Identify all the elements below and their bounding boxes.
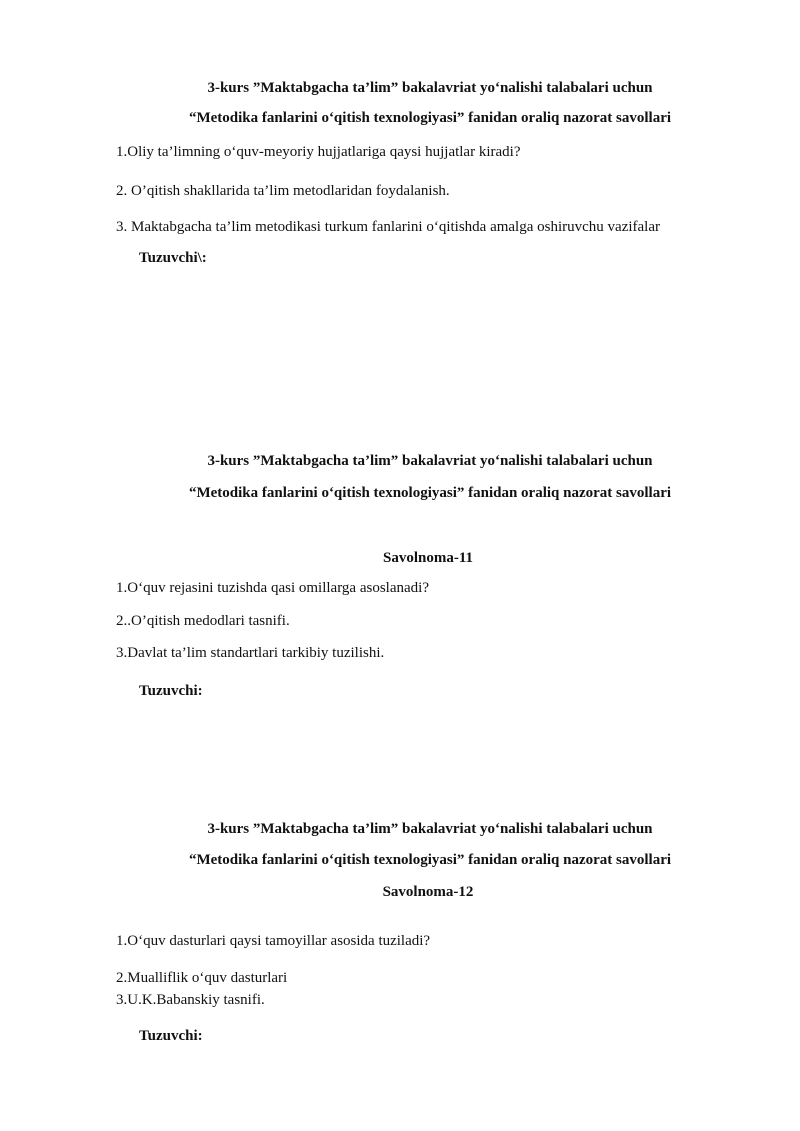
- block1-heading-line1: 3-kurs ”Maktabgacha ta’lim” bakalavriat yo‘nalishi talabalari uchun: [207, 80, 653, 96]
- block1-question-3: 3. Maktabgacha ta’lim metodikasi turkum fanlarini o‘qitishda amalga oshiruvchu vazifalar: [116, 219, 660, 235]
- block3-question-3: 3.U.K.Babanskiy tasnifi.: [116, 992, 265, 1008]
- block2-question-3: 3.Davlat ta’lim standartlari tarkibiy tuzilishi.: [116, 645, 385, 661]
- block1-question-1: 1.Oliy ta’limning o‘quv-meyoriy hujjatlariga qaysi hujjatlar kiradi?: [116, 144, 521, 160]
- block3-author-label: Tuzuvchi:: [139, 1028, 203, 1044]
- block3-savolnoma-title: Savolnoma-12: [382, 884, 474, 900]
- block2-author-label: Tuzuvchi:: [139, 683, 203, 699]
- block3-question-2: 2.Mualliflik o‘quv dasturlari: [116, 970, 288, 986]
- block3-heading-line2: “Metodika fanlarini o‘qitish texnologiyasi” fanidan oraliq nazorat savollari: [188, 852, 672, 868]
- block3-question-1: 1.O‘quv dasturlari qaysi tamoyillar asosida tuziladi?: [116, 933, 431, 949]
- block2-heading-line1: 3-kurs ”Maktabgacha ta’lim” bakalavriat yo‘nalishi talabalari uchun: [207, 453, 653, 469]
- block2-question-1: 1.O‘quv rejasini tuzishda qasi omillarga asoslanadi?: [116, 580, 429, 596]
- block2-heading-line2: “Metodika fanlarini o‘qitish texnologiyasi” fanidan oraliq nazorat savollari: [188, 485, 672, 501]
- block1-heading-line2: “Metodika fanlarini o‘qitish texnologiyasi” fanidan oraliq nazorat savollari: [188, 110, 672, 126]
- block1-question-2: 2. O’qitish shakllarida ta’lim metodlaridan foydalanish.: [116, 183, 450, 199]
- block1-author-label: Tuzuvchi\:: [139, 250, 207, 266]
- block3-heading-line1: 3-kurs ”Maktabgacha ta’lim” bakalavriat yo‘nalishi talabalari uchun: [207, 821, 653, 837]
- block2-question-2: 2..O’qitish medodlari tasnifi.: [116, 613, 290, 629]
- block2-savolnoma-title: Savolnoma-11: [382, 550, 473, 566]
